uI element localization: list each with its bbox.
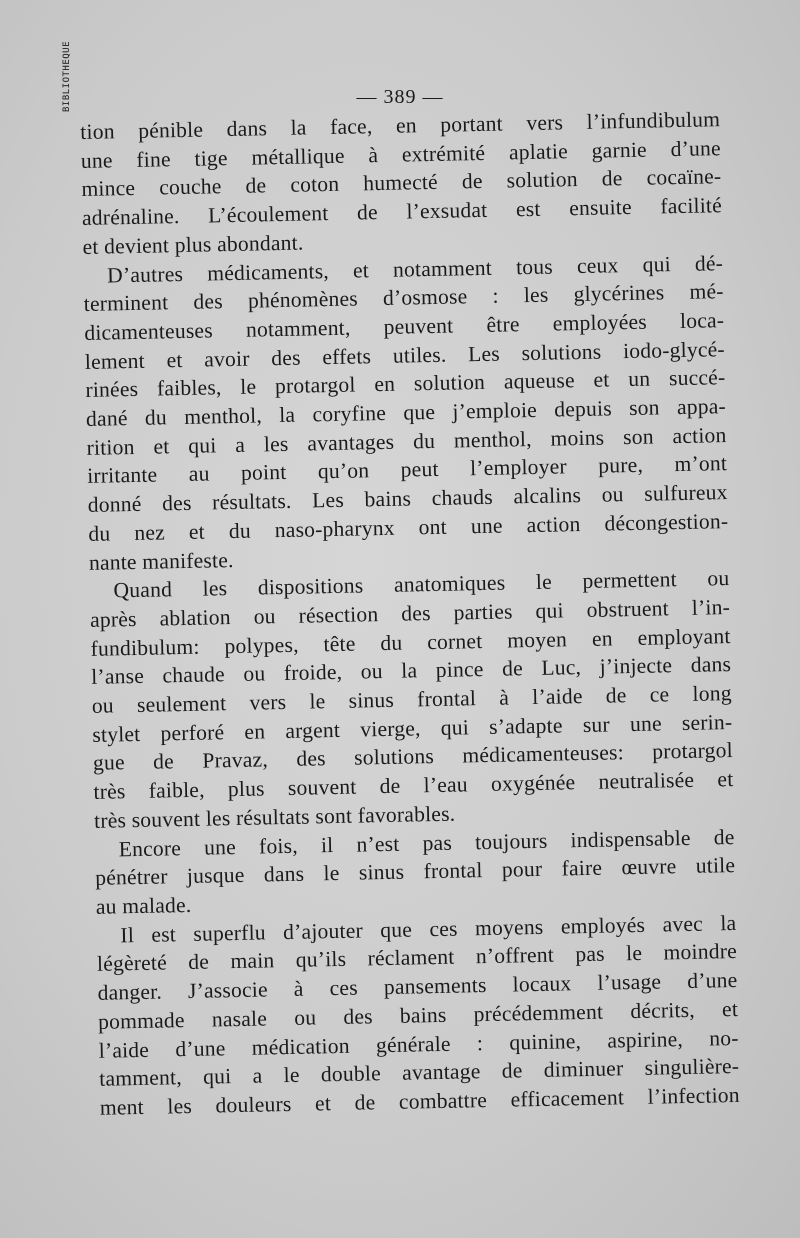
text-line: terminent des phénomènes d’osmose : les glycérines mé- <box>83 279 724 317</box>
text-line: une fine tige métallique à extrémité aplatie garnie d’une <box>80 135 721 173</box>
page-number: — 389 — <box>356 86 444 108</box>
text-line: gue de Pravaz, des solutions médicamenteuses: protargol <box>92 738 734 776</box>
text-line: tamment, qui a le double avantage de diminuer singulière- <box>99 1054 740 1092</box>
text-line: adrénaline. L’écoulement de l’exsudat est ensuite facilité <box>81 193 723 231</box>
text-line: dicamenteuses notamment, peuvent être employées loca- <box>84 308 725 345</box>
text-line: Quand les dispositions anatomiques le permettent ou <box>113 566 730 603</box>
text-line: Encore une fois, il n’est pas toujours indispensable de <box>118 824 735 861</box>
text-line: fundibulum: polypes, tête du cornet moyen en employant <box>90 623 731 661</box>
text-line: ment les douleurs et de combattre efficacement l’infection <box>99 1082 740 1120</box>
text-line: l’anse chaude ou froide, ou la pince de Luc, j’injecte dans <box>90 652 732 690</box>
text-line: pénétrer jusque dans le sinus frontal pour faire œuvre utile <box>95 853 736 891</box>
body-text <box>80 105 740 1122</box>
text-line: stylet perforé en argent vierge, qui s’adapte sur une serin- <box>92 709 733 747</box>
text-line: danger. J’associe à ces pansements locaux l’usage d’une <box>97 968 738 1005</box>
text-line: très souvent les résultats sont favorables. <box>93 801 456 833</box>
text-line: après ablation ou résection des parties qui obstruent l’in- <box>89 595 731 632</box>
text-line: tion pénible dans la face, en portant vers l’infundibulum <box>80 107 721 144</box>
text-line: rition et qui a les avantages du menthol, moins son action <box>86 422 727 460</box>
text-line: ou seulement vers le sinus frontal à l’aide de ce long <box>91 681 732 718</box>
text-line: nante manifeste. <box>88 547 234 575</box>
text-line: pommade nasale ou des bains précédemment décrits, et <box>97 996 739 1034</box>
text-line: D’autres médicaments, et notamment tous ceux qui dé- <box>106 250 724 287</box>
text-line: légèreté de main qu’ils réclament n’offrent pas le moindre <box>96 939 738 977</box>
text-line: rinées faibles, le protargol en solution aqueuse et un succé- <box>85 365 726 403</box>
text-line: donné des résultats. Les bains chauds alcalins ou sulfureux <box>87 480 728 518</box>
text-line: au malade. <box>95 892 192 919</box>
text-line: très faible, plus souvent de l’eau oxygénée neutralisée et <box>93 767 734 805</box>
text-line: l’aide d’une médication générale : quinine, aspirine, no- <box>98 1025 739 1063</box>
library-stamp: BIBLIOTHEQUE <box>62 30 78 112</box>
text-line: dané du menthol, la coryfine que j’emploie depuis son appa- <box>85 394 727 431</box>
text-line: Il est superflu d’ajouter que ces moyens employés avec la <box>120 910 737 948</box>
text-line: lement et avoir des effets utiles. Les solutions iodo-glycé- <box>84 336 726 374</box>
text-line: et devient plus abondant. <box>82 230 304 259</box>
text-line: irritante au point qu’on peut l’employer pure, m’ont <box>86 451 728 489</box>
text-line: du nez et du naso-pharynx ont une action décongestion- <box>88 508 729 546</box>
text-line: mince couche de coton humecté de solution de cocaïne- <box>81 164 722 202</box>
